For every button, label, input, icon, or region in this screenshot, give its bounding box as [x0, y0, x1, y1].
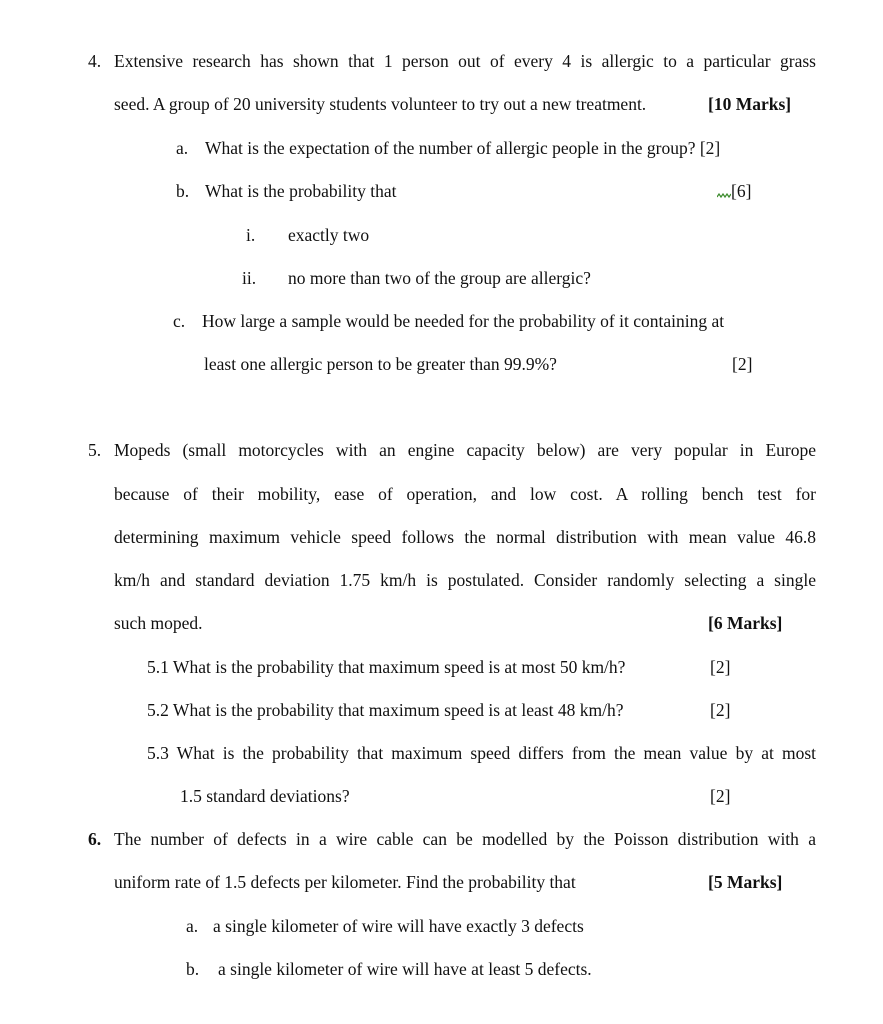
q4b-text: What is the probability that [205, 181, 397, 201]
q4-line1: Extensive research has shown that 1 person out of every 4 is allergic to a particular grass [114, 51, 816, 71]
q4-number: 4. [88, 51, 102, 71]
q4bii-label: ii. [242, 268, 257, 288]
q5-2-marks: [2] [710, 700, 731, 720]
q5-1-text: 5.1 What is the probability that maximum speed is at most 50 km/h? [147, 657, 626, 677]
q6-marks: [5 Marks] [708, 872, 783, 892]
q4-marks: [10 Marks] [708, 94, 792, 114]
q4c-line1: How large a sample would be needed for the probability of it containing at [202, 311, 725, 331]
q4b-marks: [6] [731, 181, 752, 201]
q6-number: 6. [88, 829, 102, 849]
q4b-marks-group [717, 180, 751, 202]
q5-marks: [6 Marks] [708, 613, 783, 633]
q4a-text: What is the expectation of the number of allergic people in the group? [2] [205, 138, 721, 158]
q6-line1: The number of defects in a wire cable can be modelled by the Poisson distribution with a [114, 829, 816, 849]
q4c-label: c. [173, 311, 186, 331]
q6a-text: a single kilometer of wire will have exactly 3 defects [213, 916, 584, 936]
q6b-label: b. [186, 959, 200, 979]
q4b-label: b. [176, 181, 190, 201]
q5-last-line: such moped. [114, 613, 203, 633]
q5-1-marks: [2] [710, 657, 731, 677]
spellcheck-squiggle-icon [717, 193, 731, 199]
q6b-text: a single kilometer of wire will have at least 5 defects. [218, 959, 592, 979]
q6-line2: uniform rate of 1.5 defects per kilometer. Find the probability that [114, 872, 576, 892]
q5-line4: km/h and standard deviation 1.75 km/h is postulated. Consider randomly selecting a single [114, 570, 816, 590]
q5-number: 5. [88, 440, 102, 460]
q5-line1: Mopeds (small motorcycles with an engine capacity below) are very popular in Europe [114, 440, 816, 460]
q4bi-text: exactly two [288, 225, 370, 245]
q4bi-label: i. [246, 225, 256, 245]
q4a-label: a. [176, 138, 189, 158]
q5-line2: because of their mobility, ease of operation, and low cost. A rolling bench test for [114, 484, 816, 504]
q4bii-text: no more than two of the group are allergic? [288, 268, 591, 288]
q6a-label: a. [186, 916, 199, 936]
q5-3-line1: 5.3 What is the probability that maximum speed differs from the mean value by at most [147, 743, 816, 763]
q4c-line2: least one allergic person to be greater than 99.9%? [204, 354, 557, 374]
q5-3-marks: [2] [710, 786, 731, 806]
q5-line3: determining maximum vehicle speed follows the normal distribution with mean value 46.8 [114, 527, 816, 547]
q4c-marks: [2] [732, 354, 753, 374]
q4-line2: seed. A group of 20 university students volunteer to try out a new treatment. [114, 94, 647, 114]
q5-2-text: 5.2 What is the probability that maximum speed is at least 48 km/h? [147, 700, 624, 720]
q5-3-line2: 1.5 standard deviations? [180, 786, 350, 806]
